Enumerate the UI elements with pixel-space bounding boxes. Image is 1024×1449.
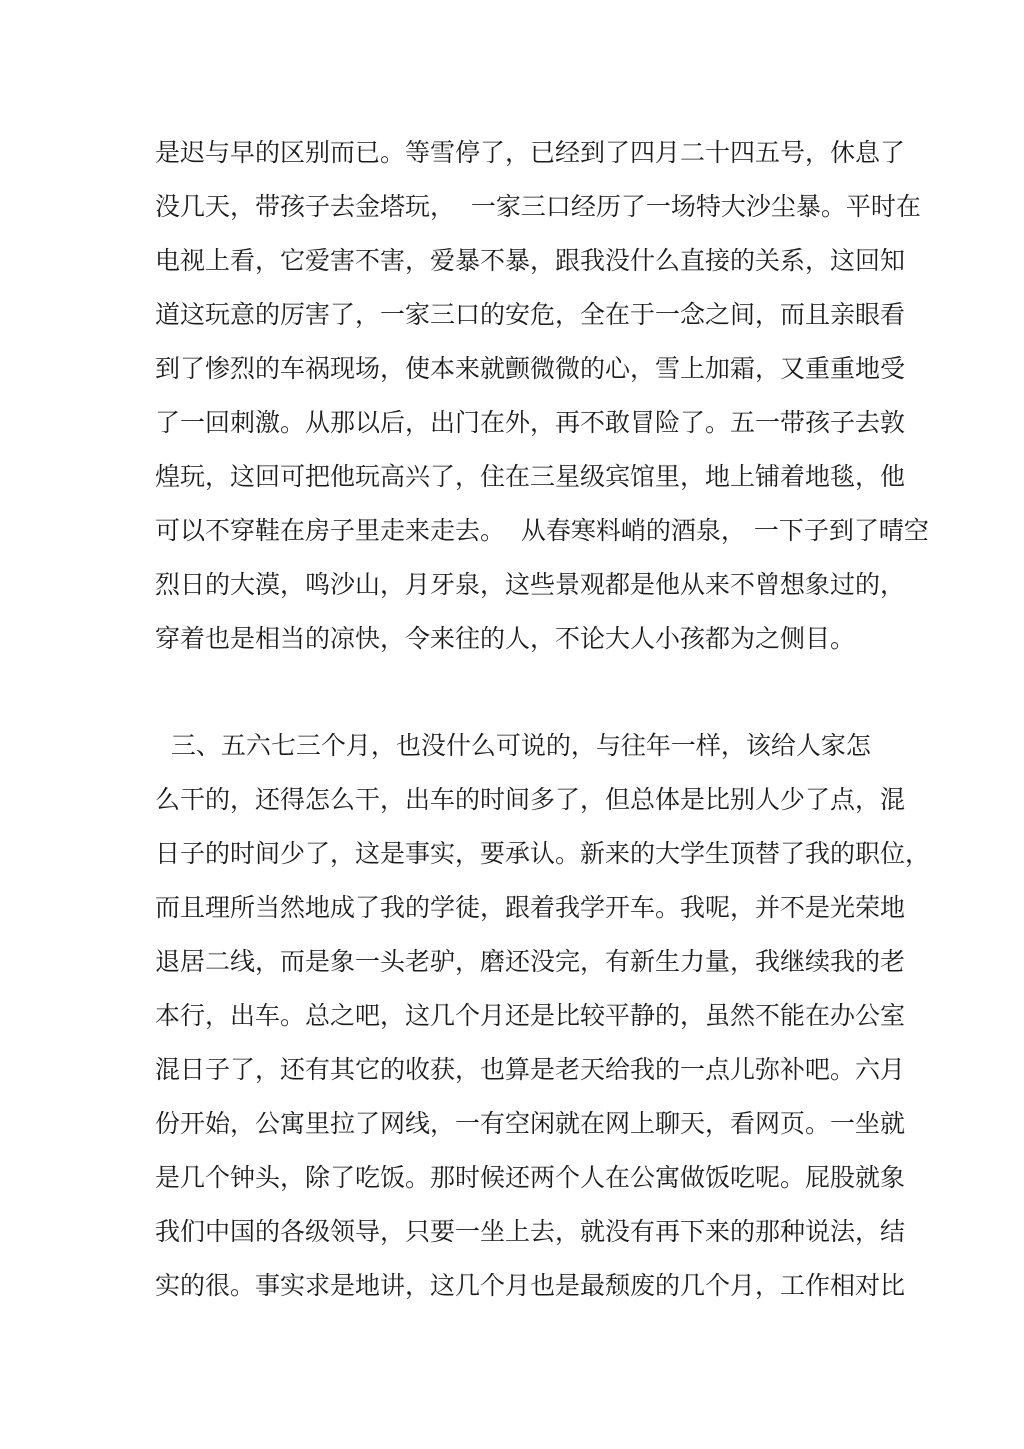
text-line: 烈日的大漠，鸣沙山，月牙泉，这些景观都是他从来不曾想象过的， xyxy=(155,570,906,599)
text-line: 份开始，公寓里拉了网线，一有空闲就在网上聊天，看网页。一坐就 xyxy=(155,1109,906,1138)
text-line: 实的很。事实求是地讲，这几个月也是最颓废的几个月，工作相对比 xyxy=(155,1271,906,1300)
text-line: 日子的时间少了，这是事实，要承认。新来的大学生顶替了我的职位， xyxy=(155,839,931,868)
text-line: 本行，出车。总之吧，这几个月还是比较平静的，虽然不能在办公室 xyxy=(155,1001,906,1030)
text-line: 到了惨烈的车祸现场，使本来就颤微微的心，雪上加霜，又重重地受 xyxy=(155,354,906,383)
text-line: 退居二线，而是象一头老驴，磨还没完，有新生力量，我继续我的老 xyxy=(155,947,906,976)
text-line: 道这玩意的厉害了，一家三口的安危，全在于一念之间，而且亲眼看 xyxy=(155,300,906,329)
paragraph-2 xyxy=(155,719,931,1313)
text-line: 三、五六七三个月，也没什么可说的，与往年一样，该给人家怎 xyxy=(155,731,871,760)
text-line: 是迟与早的区别而已。等雪停了，已经到了四月二十四五号，休息了 xyxy=(155,138,906,167)
text-line: 么干的，还得怎么干，出车的时间多了，但总体是比别人少了点，混 xyxy=(155,785,906,814)
text-line: 了一回刺激。从那以后，出门在外，再不敢冒险了。五一带孩子去敦 xyxy=(155,408,906,437)
text-line: 而且理所当然地成了我的学徒，跟着我学开车。我呢，并不是光荣地 xyxy=(155,893,906,922)
text-line: 混日子了，还有其它的收获，也算是老天给我的一点儿弥补吧。六月 xyxy=(155,1055,906,1084)
text-line: 没几天，带孩子去金塔玩， 一家三口经历了一场特大沙尘暴。平时在 xyxy=(155,192,921,221)
text-line: 电视上看，它爱害不害，爱暴不暴，跟我没什么直接的关系，这回知 xyxy=(155,246,906,275)
text-line: 我们中国的各级领导，只要一坐上去，就没有再下来的那种说法，结 xyxy=(155,1217,906,1246)
paragraph-1 xyxy=(155,126,929,666)
text-line: 可以不穿鞋在房子里走来走去。 从春寒料峭的酒泉， 一下子到了晴空 xyxy=(155,516,929,545)
text-line: 煌玩，这回可把他玩高兴了，住在三星级宾馆里，地上铺着地毯，他 xyxy=(155,462,906,491)
text-line: 是几个钟头，除了吃饭。那时候还两个人在公寓做饭吃呢。屁股就象 xyxy=(155,1163,906,1192)
text-line: 穿着也是相当的凉快，令来往的人，不论大人小孩都为之侧目。 xyxy=(155,624,856,653)
